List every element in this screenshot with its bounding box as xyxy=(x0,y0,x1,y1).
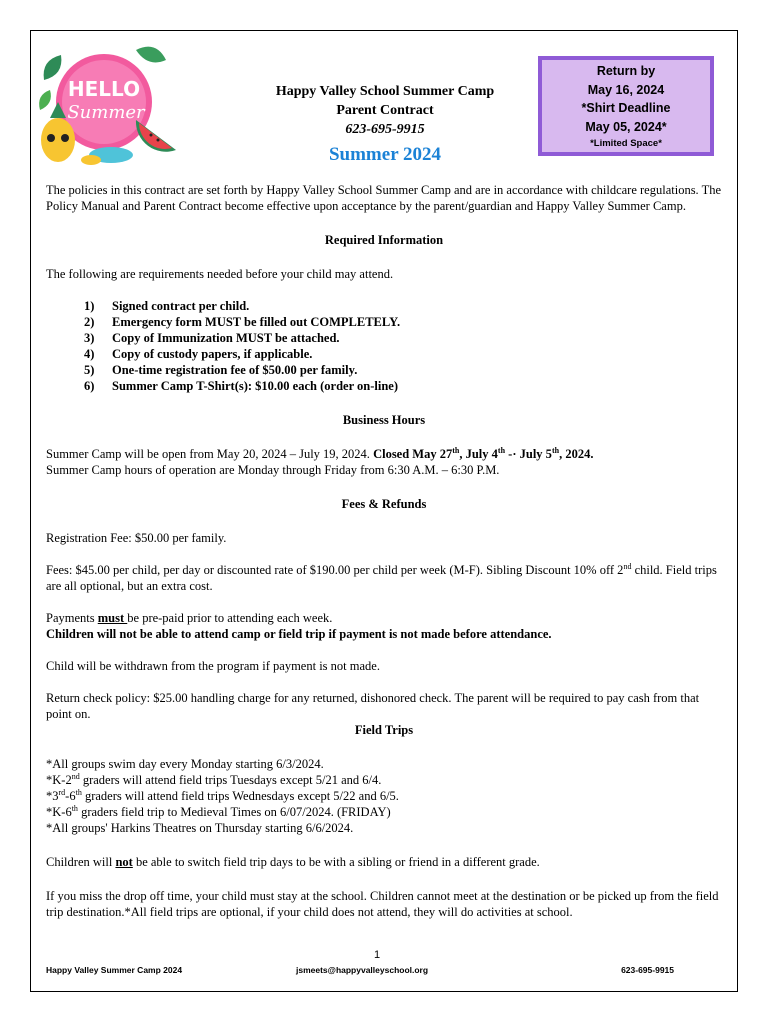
camp-name: Happy Valley School Summer Camp xyxy=(275,84,495,99)
deadline-line-2: May 16, 2024 xyxy=(587,82,665,97)
logo-summer-text: Summer xyxy=(67,102,145,123)
fees-title: Fees & Refunds xyxy=(341,497,427,511)
list-item: 1) Signed contract per child. xyxy=(84,299,250,313)
required-title: Required Information xyxy=(324,233,444,247)
hello-summer-logo xyxy=(36,40,176,170)
contract-body xyxy=(46,182,722,920)
list-item: 6) Summer Camp T-Shirt(s): $10.00 each (order on-line) xyxy=(84,379,398,393)
withdrawn-notice: Child will be withdrawn from the program if payment is not made. xyxy=(46,659,380,673)
page-footer xyxy=(46,962,722,978)
trips-schedule: *All groups swim day every Monday starting 6/3/2024. *K-2nd graders will attend field trips Tuesdays except 5/21 and 6/4. *3rd-6th graders will attend field trips Wednesdays except 5/22 and 6/5. *K-6th graders field trip to Medieval Times on 6/07/2024. (FRIDAY) *All groups' Harkins Theatres on Thursday starting 6/6/2024. xyxy=(46,757,399,835)
hours-title: Business Hours xyxy=(342,413,426,427)
deadline-box xyxy=(538,56,714,156)
season-title: Summer 2024 xyxy=(328,144,442,165)
trips-title: Field Trips xyxy=(354,723,414,737)
switch-notice: Children will not be able to switch field trip days to be with a sibling or friend in a different grade. xyxy=(46,855,540,869)
list-item: 2) Emergency form MUST be filled out COMPLETELY. xyxy=(84,315,401,329)
footer-phone: 623-695-9915 xyxy=(621,965,674,975)
list-item: 3) Copy of Immunization MUST be attached. xyxy=(84,331,340,345)
page-number: 1 xyxy=(374,949,381,961)
logo-hello-text: HELLO xyxy=(67,77,141,101)
list-item: 5) One-time registration fee of $50.00 per family. xyxy=(84,363,358,377)
watermelon-icon xyxy=(136,120,176,152)
candy-decoration xyxy=(81,147,133,165)
deadline-line-4: May 05, 2024* xyxy=(585,119,667,134)
dropoff-notice: If you miss the drop off time, your child must stay at the school. Children cannot meet at the destination or be picked up from the field trip destination.*All field trips are optional, if your child does not attend, they will do activities at school. xyxy=(46,889,719,919)
footer-email: jsmeets@happyvalleyschool.org xyxy=(296,965,429,975)
payments-paragraph: Payments must be pre-paid prior to attending each week. Children will not be able to attend camp or field trip if payment is not made before attendance. xyxy=(46,611,552,641)
hours-paragraph: Summer Camp will be open from May 20, 2024 – July 19, 2024. Closed May 27th, July 4th -· July 5th, 2024. Summer Camp hours of operation are Monday through Friday from 6:30 A.M. – 6:30 P.M. xyxy=(46,445,594,477)
intro-paragraph: The policies in this contract are set forth by Happy Valley School Summer Camp and are in accordance with childcare regulations. The Policy Manual and Parent Contract become effective upon acceptance by the parent/guardian and Happy Valley Summer Camp. xyxy=(46,183,722,213)
footer-camp: Happy Valley Summer Camp 2024 xyxy=(46,965,183,975)
return-check-policy: Return check policy: $25.00 handling charge for any returned, dishonored check. The parent will be required to pay cash from that point on. xyxy=(46,691,700,721)
requirements-list xyxy=(46,298,722,394)
registration-fee: Registration Fee: $50.00 per family. xyxy=(46,531,227,545)
deadline-line-1: Return by xyxy=(596,64,656,78)
document-header xyxy=(230,82,540,169)
fees-paragraph: Fees: $45.00 per child, per day or discounted rate of $190.00 per child per week (M-F). Sibling Discount 10% off 2nd child. Field trips are all optional, but an extra cost. xyxy=(46,561,717,593)
list-item: 4) Copy of custody papers, if applicable. xyxy=(84,347,313,361)
deadline-line-5: *Limited Space* xyxy=(590,138,662,149)
deadline-line-3: *Shirt Deadline xyxy=(581,101,671,115)
header-phone: 623-695-9915 xyxy=(345,122,425,137)
contract-title: Parent Contract xyxy=(336,103,434,118)
required-lead: The following are requirements needed before your child may attend. xyxy=(46,267,394,281)
